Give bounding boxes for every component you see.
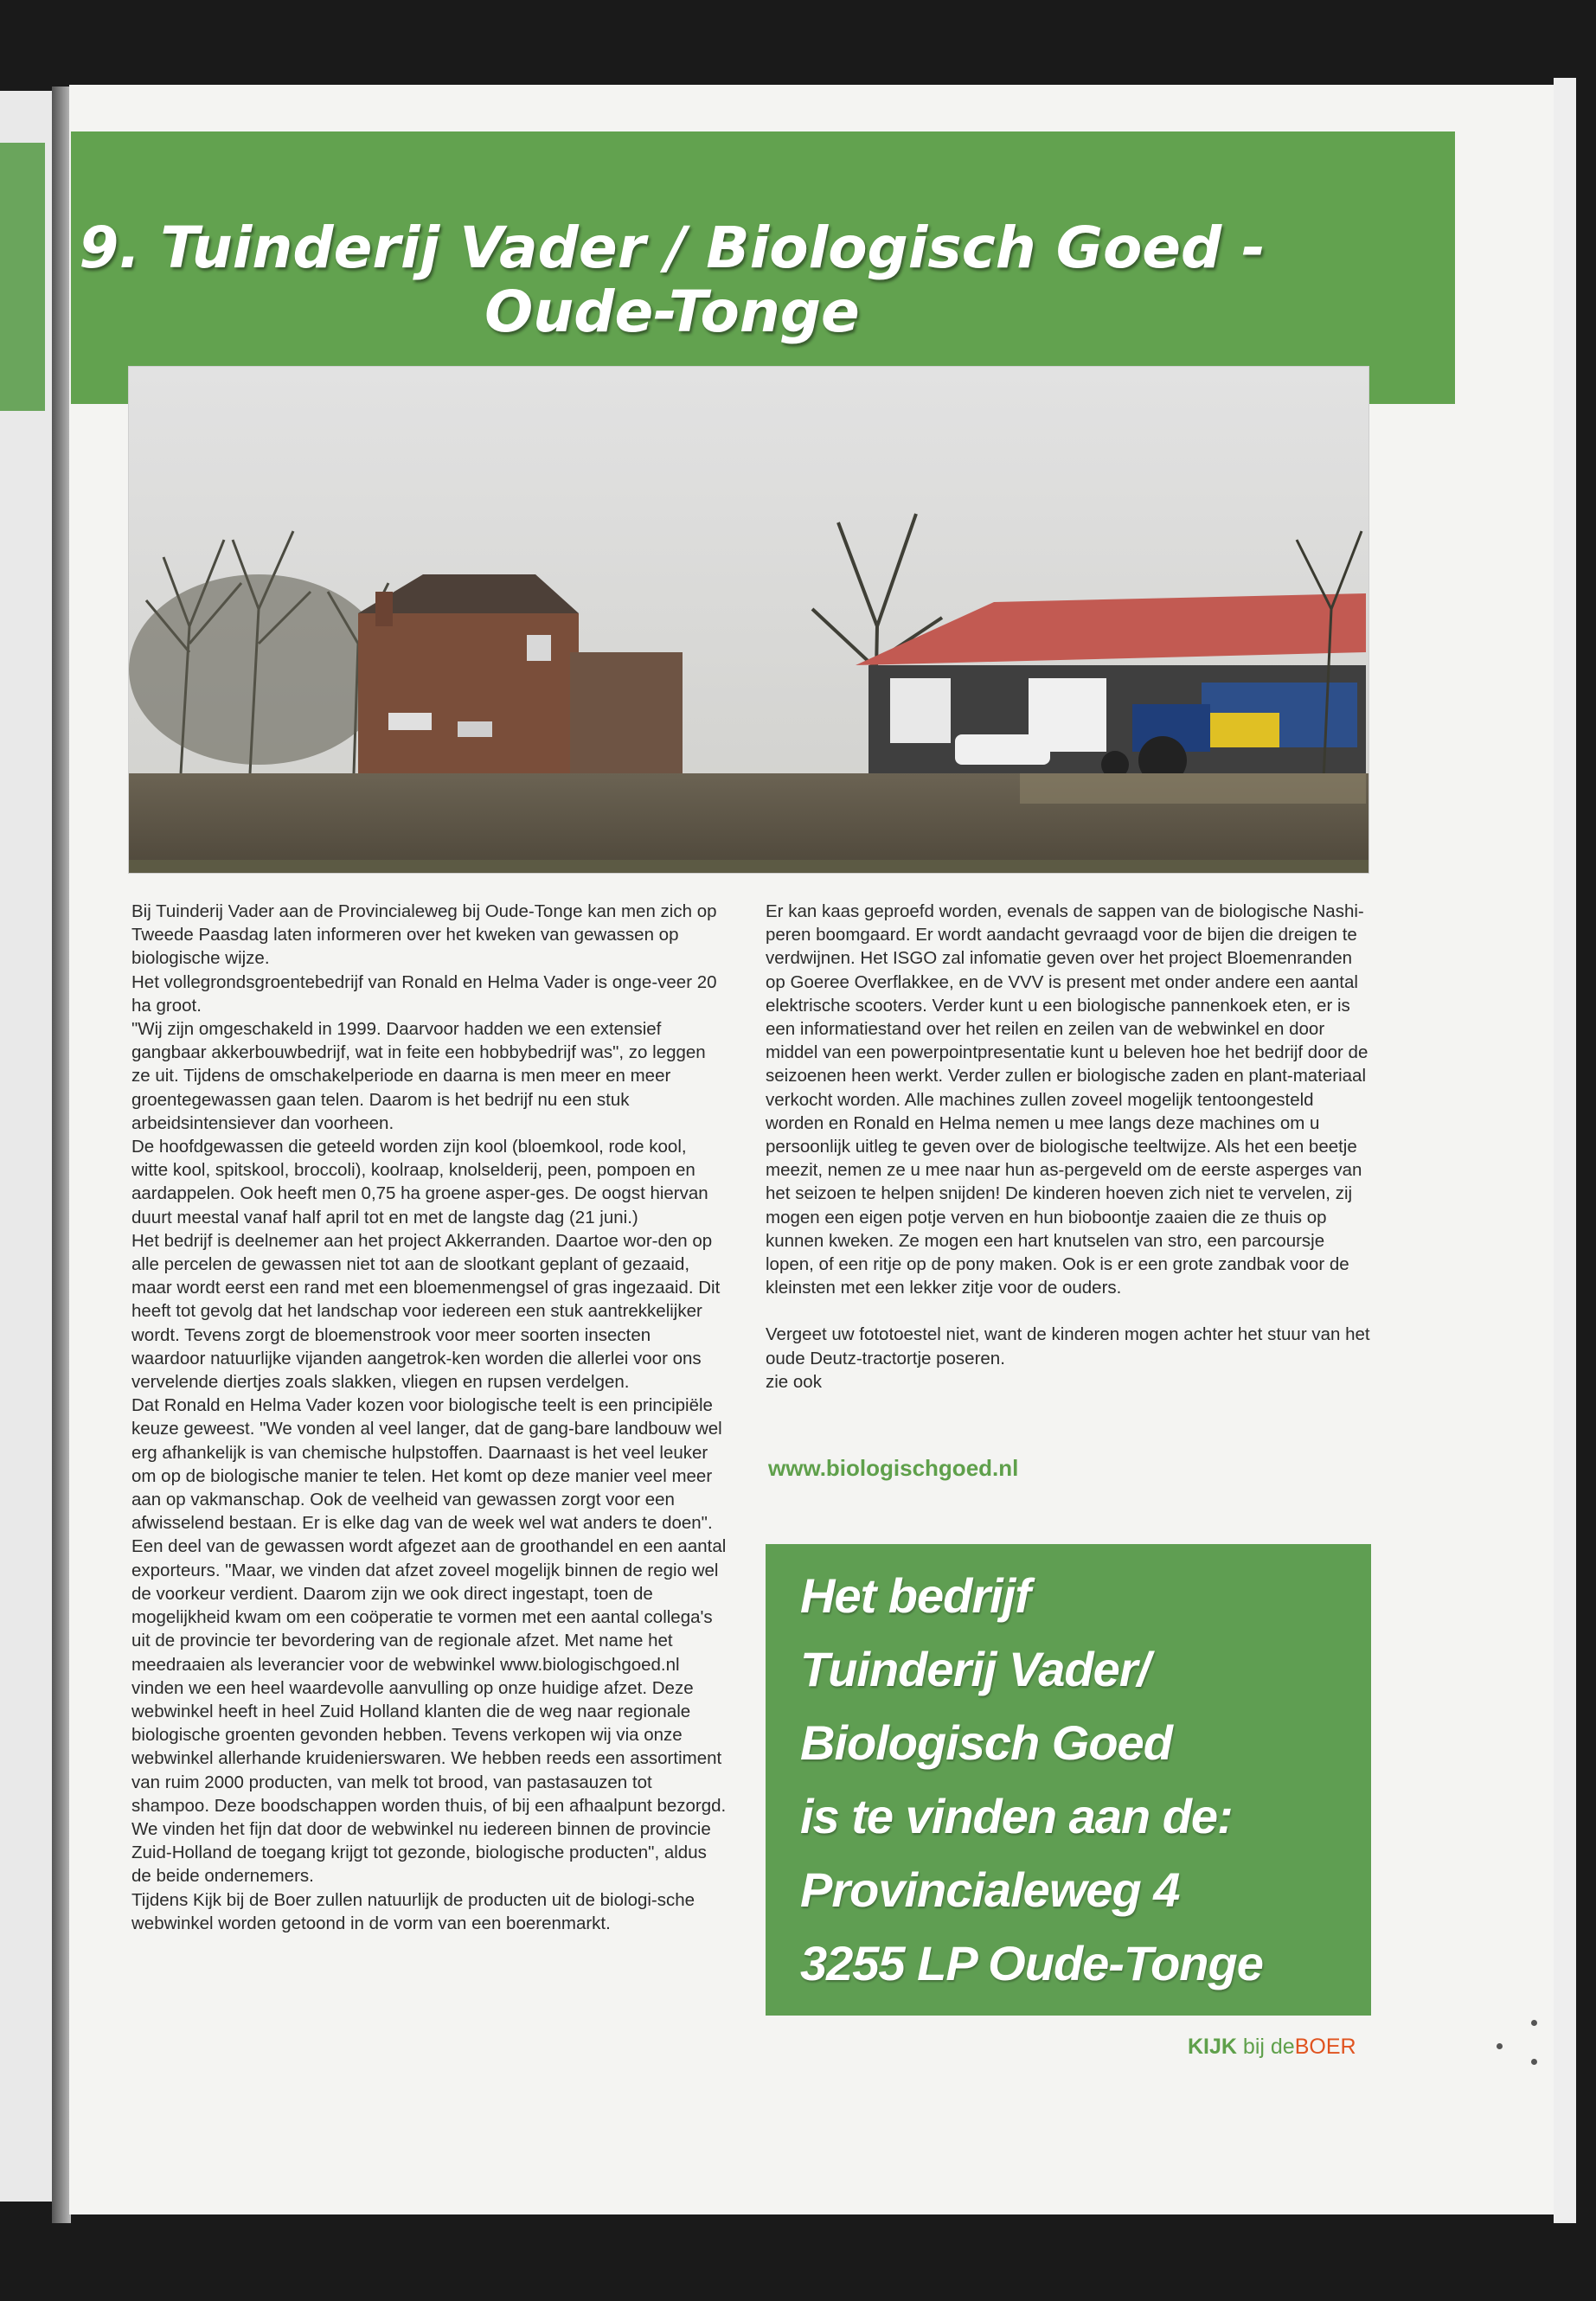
infobox-line: Biologisch Goed (800, 1715, 1172, 1770)
parked-car (955, 734, 1050, 765)
footer-bij: bij (1242, 2035, 1265, 2059)
paragraph: Het bedrijf is deelnemer aan het project Akkerranden. Daartoe wor-den op alle percelen de gewassen niet tot aan de slootkant geplant of gezaaid, maar wordt eerst een rand met een bloemenmengsel of gras ingezaaid. Dit heeft tot gevolg dat het landschap voor iedereen een stuk aantrekkelijker wordt. Tevens zorgt de bloemenstrook voor meer soorten insecten waardoor natuurlijke vijanden aangetrok-ken worden die allerlei voor ons vervelende diertjes zoals slakken, vliegen en rupsen verdelgen. (131, 1230, 721, 1393)
farm-photo (128, 366, 1369, 874)
website-link[interactable]: www.biologischgoed.nl (768, 1455, 1019, 1481)
page-right-edge (1554, 78, 1576, 2223)
scan-speck (1531, 2020, 1537, 2026)
title-line-1: 9. Tuinderij Vader / Biologisch Goed - (79, 215, 1266, 281)
infobox-line: is te vinden aan de: (800, 1789, 1233, 1843)
title-line-2: Oude-Tonge (484, 279, 860, 345)
article-left-column (131, 900, 727, 1935)
paragraph: Het vollegrondsgroentebedrijf van Ronald en Helma Vader is onge-veer 20 ha groot. (131, 971, 717, 1016)
footer-de: de (1270, 2035, 1295, 2059)
paragraph: Een deel van de gewassen wordt afgezet aan de groothandel en een aantal exporteurs. "Maar, we vinden dat afzet zoveel mogelijk binnen de regio wel de voorkeur verdient. Daarom zijn we ook direct ingestapt, toen de mogelijkheid kwam om een coöperatie te vormen met een aantal collega's uit de provincie ter bevordering van de regionale afzet. Met name het meedraaien als leverancier voor de webwinkel www.biologischgoed.nl vinden we een heel waardevolle aanvulling op onze huidige afzet. Deze webwinkel heeft in heel Zuid Holland klanten die de weg naar regionale biologische groenten gevonden hebben. Tevens verkopen wij via onze webwinkel allerhande kruidenierswaren. We hebben reeds een assortiment van ruim 2000 producten, van melk tot brood, van pastasauzen tot shampoo. Deze boodschappen worden thuis, of bij een afhaalpunt bezorgd. We vinden het fijn dat door de webwinkel nu iedereen binnen de provincie Zuid-Holland de toegang krijgt tot gezonde, biologische producten", aldus de beide ondernemers. (131, 1536, 727, 1887)
page-title (71, 216, 1273, 344)
article-right-column (766, 900, 1373, 1394)
infobox-line: Tuinderij Vader/ (800, 1642, 1151, 1696)
footer-boer: BOER (1294, 2035, 1356, 2059)
paragraph: "Wij zijn omgeschakeld in 1999. Daarvoor hadden we een extensief gangbaar akkerbouwbedrijf, wat in feite een hobbybedrijf was", zo leggen ze uit. Tijdens de omschakelperiode en daarna is men meer en meer groentegewassen gaan telen. Daarom is het bedrijf nu een stuk arbeidsintensiever dan voorheen. (131, 1019, 706, 1133)
farm-photo-icon (129, 367, 1368, 873)
paragraph: Er kan kaas geproefd worden, evenals de sappen van de biologische Nashi-peren boomgaard. Er wordt aandacht gevraagd voor de bijen die dreigen te verdwijnen. Het ISGO zal infomatie geven over het project Bloemenranden op Goeree Overflakkee, en de VVV is present met onder andere een aantal elektrische scooters. Verder kunt u een biologische pannenkoek eten, er is een informatiestand over het reilen en zeilen van de webwinkel en door middel van een powerpointpresentatie kunt u beleven hoe het bedrijf door de seizoenen heen werkt. Verder zullen er biologische zaden en plant-materiaal verkocht worden. Alle machines zullen zoveel mogelijk tentoongesteld worden en Ronald en Helma nemen u mee langs deze machines om u persoonlijk uitleg te geven over de biologische teeltwijze. Als het een beetje meezit, nemen ze u mee naar hun as-pergeveld om de eerste asperges van het seizoen te helpen snijden! De kinderen hoeven zich niet te vervelen, zij mogen een eigen potje verven en hun bioboontje zaaien die ze thuis op kunnen kweken. Ze mogen een hart knutselen van stro, een parcoursje lopen, of een ritje op de pony maken. Ook is er een grote zandbak voor de kleinsten met een lekker zitje voor de ouders. (766, 901, 1368, 1298)
paragraph: De hoofdgewassen die geteeld worden zijn kool (bloemkool, rode kool, witte kool, spitskool, broccoli), koolraap, knolselderij, peen, pompoen en aardappelen. Ook heeft men 0,75 ha groene asper-ges. De oogst hiervan duurt meestal vanaf half april tot en met de langste dag (21 juni.) (131, 1137, 708, 1227)
infobox-line: Het bedrijf (800, 1568, 1030, 1623)
scan-speck (1497, 2043, 1503, 2049)
page-gutter-shadow (52, 87, 71, 2223)
adjacent-page-green-band (0, 143, 45, 411)
footer-logo (1188, 2035, 1356, 2060)
infobox-line: 3255 LP Oude-Tonge (800, 1936, 1263, 1990)
address-infobox (766, 1544, 1371, 2016)
paragraph: Dat Ronald en Helma Vader kozen voor biologische teelt is een principiële keuze geweest. "We vonden al veel langer, dat de gang-bare landbouw wel erg afhankelijk is van chemische hulpstoffen. Daarnaast is het veel leuker om op de biologische manier te telen. Het komt op deze manier veel meer aan op vakmanschap. Ook de veelheid van gewassen zorgt voor een afwisselend bestaan. Er is elke dag van de week wel wat anders te doen". (131, 1395, 722, 1534)
scan-speck (1531, 2059, 1537, 2065)
paragraph: Tijdens Kijk bij de Boer zullen natuurlijk de producten uit de biologi-sche webwinkel worden getoond in de vorm van een boerenmarkt. (131, 1889, 695, 1933)
paragraph: Vergeet uw fototoestel niet, want de kinderen mogen achter het stuur van het oude Deutz-tractortje poseren. zie ook (766, 1324, 1370, 1392)
footer-kijk: KIJK (1188, 2035, 1237, 2059)
infobox-line: Provincialeweg 4 (800, 1862, 1180, 1917)
paragraph: Bij Tuinderij Vader aan de Provincialeweg bij Oude-Tonge kan men zich op Tweede Paasdag laten informeren over het kweken van gewassen op biologische wijze. (131, 901, 717, 969)
